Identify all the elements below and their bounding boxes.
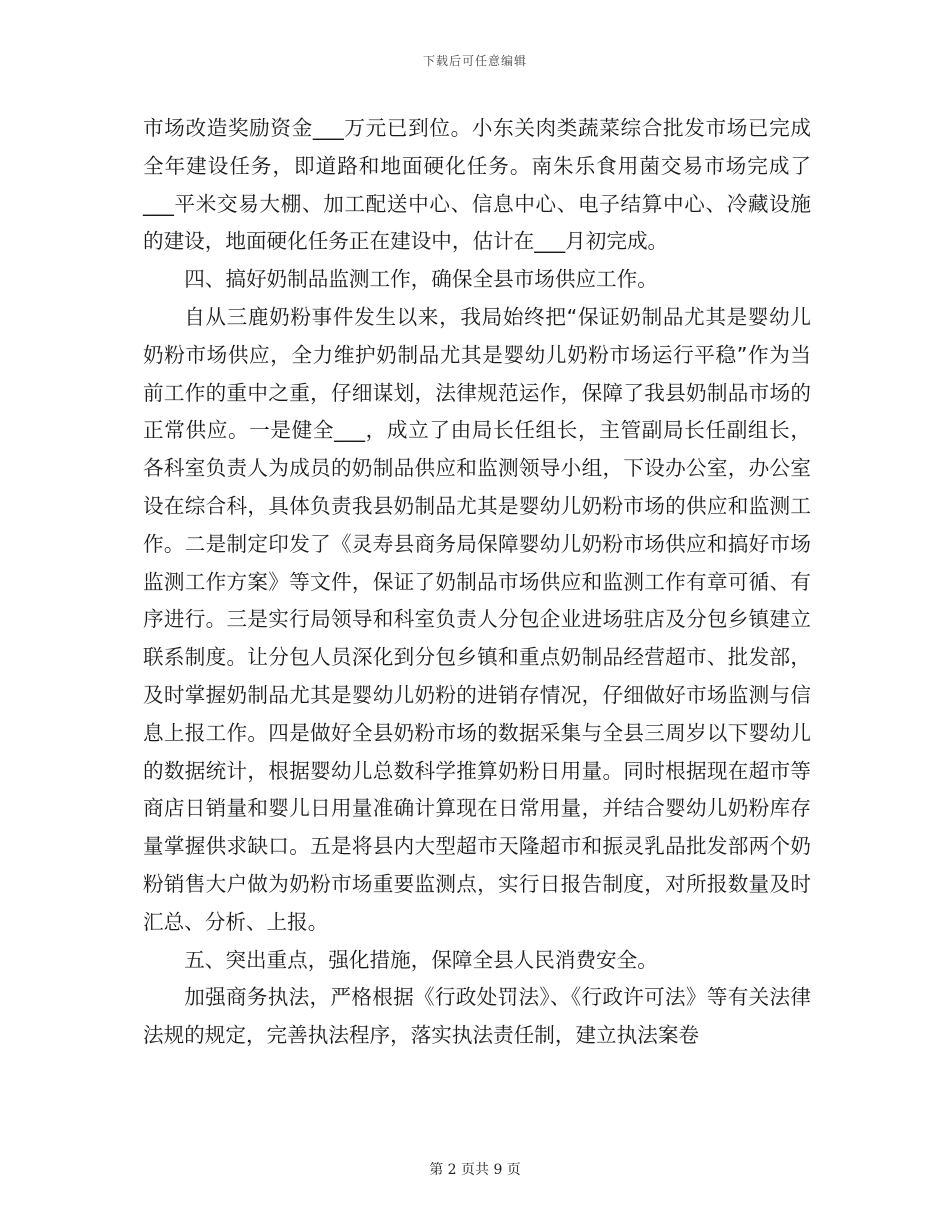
page-footer: 第 2 页共 9 页 — [429, 1162, 521, 1178]
section-heading-4: 四、搞好奶制品监测工作，确保全县市场供应工作。 — [184, 267, 658, 292]
section-heading-5: 五、突出重点，强化措施，保障全县人民消费安全。 — [184, 947, 658, 972]
page-header: 下载后可任意编辑 — [422, 54, 527, 68]
paragraph-2: 自从三鹿奶粉事件发生以来，我局始终把“保证奶制品尤其是婴幼儿奶粉市场供应，全力维护奶制品尤其是婴幼儿奶粉市场运行平稳”作为当前工作的重中之重，仔细谋划，法律规范运作，保障了我县奶制品市场的正常供应。一是健全___，成立了由局长任组长，主管副局长任副组长，各科室负责人为成员的奶制品供应和监测领导小组，下设办公室，办公室设在综合科，具体负责我县奶制品尤其是婴幼儿奶粉市场的供应和监测工作。二是制定印发了《灵寿县商务局保障婴幼儿奶粉市场供应和搞好市场监测工作方案》等文件，保证了奶制品市场供应和监测工作有章可循、有序进行。三是实行局领导和科室负责人分包企业进场驻店及分包乡镇建立联系制度。让分包人员深化到分包乡镇和重点奶制品经营超市、批发部，及时掌握奶制品尤其是婴幼儿奶粉的进销存情况，仔细做好市场监测与信息上报工作。四是做好全县奶粉市场的数据采集与全县三周岁以下婴幼儿的数据统计，根据婴幼儿总数科学推算奶粉日用量。同时根据现在超市等商店日销量和婴儿日用量准确计算现在日常用量，并结合婴幼儿奶粉库存量掌握供求缺口。五是将县内大型超市天隆超市和振灵乳品批发部两个奶粉销售大户做为奶粉市场重要监测点，实行日报告制度，对所报数量及时汇总、分析、上报。 — [143, 304, 811, 934]
paragraph-3: 加强商务执法，严格根据《行政处罚法》、《行政许可法》等有关法律法规的规定，完善执法程序，落实执法责任制，建立执法案卷 — [143, 985, 811, 1048]
paragraph-1: 市场改造奖励资金___万元已到位。小东关肉类蔬菜综合批发市场已完成全年建设任务，即道路和地面硬化任务。南朱乐食用菌交易市场完成了___平米交易大棚、加工配送中心、信息中心、电子结算中心、冷藏设施的建设，地面硬化任务正在建设中，估计在___月初完成。 — [143, 116, 811, 254]
document-body — [143, 110, 811, 1055]
